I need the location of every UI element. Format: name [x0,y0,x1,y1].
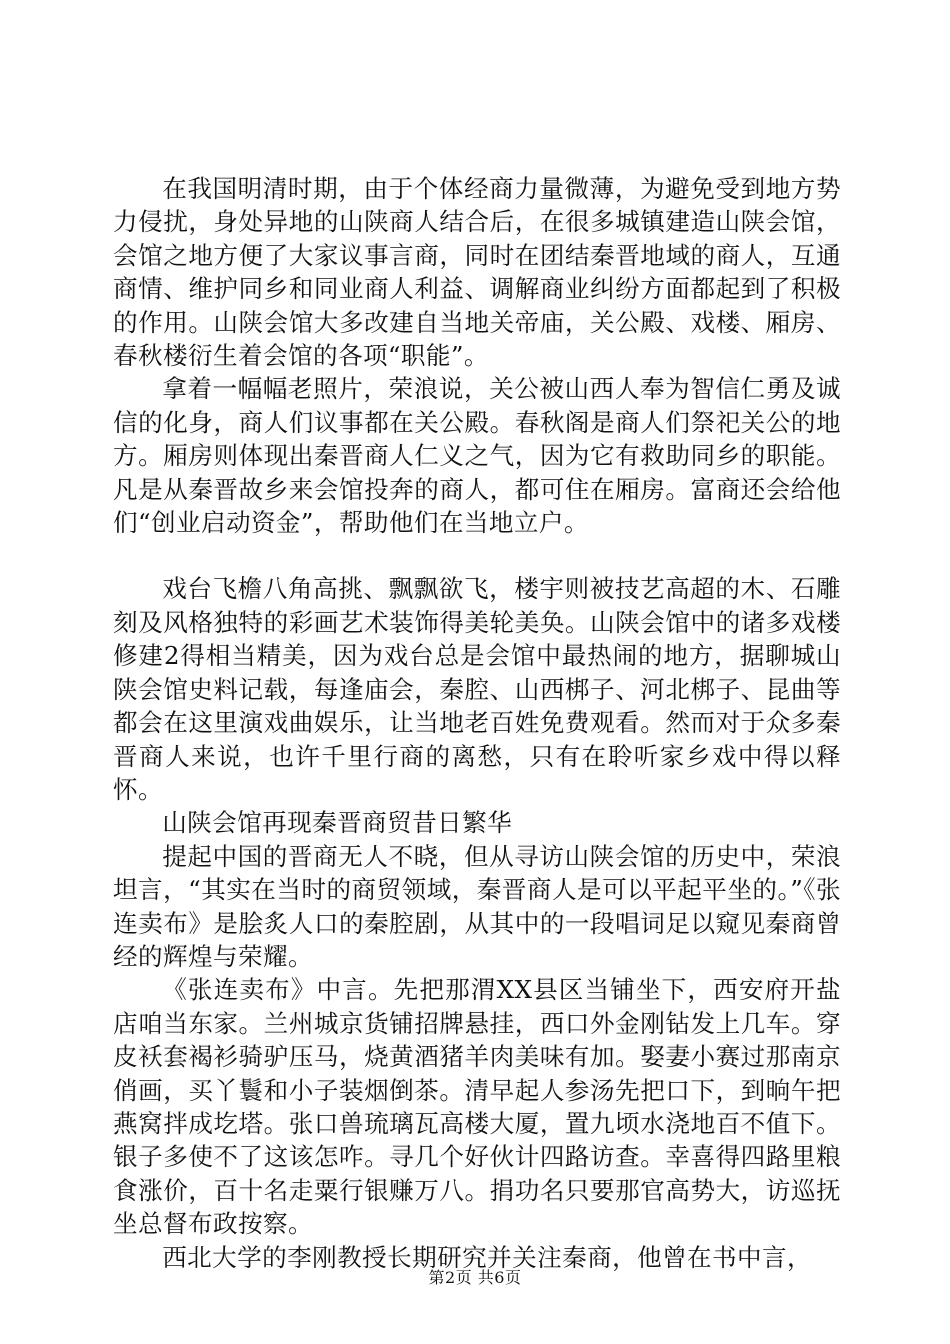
paragraph-jin-merchants: 提起中国的晋商无人不晓，但从寻访山陕会馆的历史中，荣浪坦言，“其实在当时的商贸领域，秦晋商人是可以平起平坐的。”《张连卖布》是脍炙人口的秦腔剧，从其中的一段唱词足以窥见秦商曾经的辉煌与荣耀。 [113,841,841,971]
document-body [113,172,841,1274]
paragraph-huiguan-origin: 在我国明清时期，由于个体经商力量微薄，为避免受到地方势力侵扰，身处异地的山陕商人结合后，在很多城镇建造山陕会馆，会馆之地方便了大家议事言商，同时在团结秦晋地域的商人，互通商情、维护同乡和同业商人利益、调解商业纠纷方面都起到了积极的作用。山陕会馆大多改建自当地关帝庙，关公殿、戏楼、厢房、春秋楼衍生着会馆的各项“职能”。 [113,174,841,371]
paragraph-zhanglian-lyrics: 《张连卖布》中言。先把那渭XX县区当铺坐下，西安府开盐店咱当东家。兰州城京货铺招牌悬挂，西口外金刚钻发上几车。穿皮袄套褐衫骑驴压马，烧黄酒猪羊肉美味有加。娶妻小赛过那南京俏画，买丫鬟和小子装烟倒茶。清早起人参汤先把口下，到晌午把燕窝拌成圪塔。张口兽琉璃瓦高楼大厦，置九顷水浇地百不值下。银子多使不了这该怎咋。寻几个好伙计四路访查。幸喜得四路里粮食涨价，百十名走粟行银赚万八。捐功名只要那官高势大，访巡抚坐总督布政按察。 [113,975,841,1239]
paragraph-opera-stage: 戏台飞檐八角高挑、飘飘欲飞，楼宇则被技艺高超的木、石雕刻及风格独特的彩画艺术装饰得美轮美奂。山陕会馆中的诸多戏楼修建2得相当精美，因为戏台总是会馆中最热闹的地方，据聊城山陕会馆史料记载，每逢庙会，秦腔、山西梆子、河北梆子、昆曲等都会在这里演戏曲娱乐，让当地老百姓免费观看。然而对于众多秦晋商人来说，也许千里行商的离愁，只有在聆听家乡戏中得以释怀。 [113,574,841,804]
paragraph-li-gang: 西北大学的李刚教授长期研究并关注秦商，他曾在书中言， [162,1242,813,1272]
page-number-footer: 第2页 共6页 [428,1268,522,1287]
section-heading: 山陕会馆再现秦晋商贸昔日繁华 [162,808,513,838]
paragraph-old-photos: 拿着一幅幅老照片，荣浪说，关公被山西人奉为智信仁勇及诚信的化身，商人们议事都在关公殿。春秋阁是商人们祭祀关公的地方。厢房则体现出秦晋商人仁义之气，因为它有救助同乡的职能。凡是从秦晋故乡来会馆投奔的商人，都可住在厢房。富商还会给他们“创业启动资金”，帮助他们在当地立户。 [113,374,841,538]
